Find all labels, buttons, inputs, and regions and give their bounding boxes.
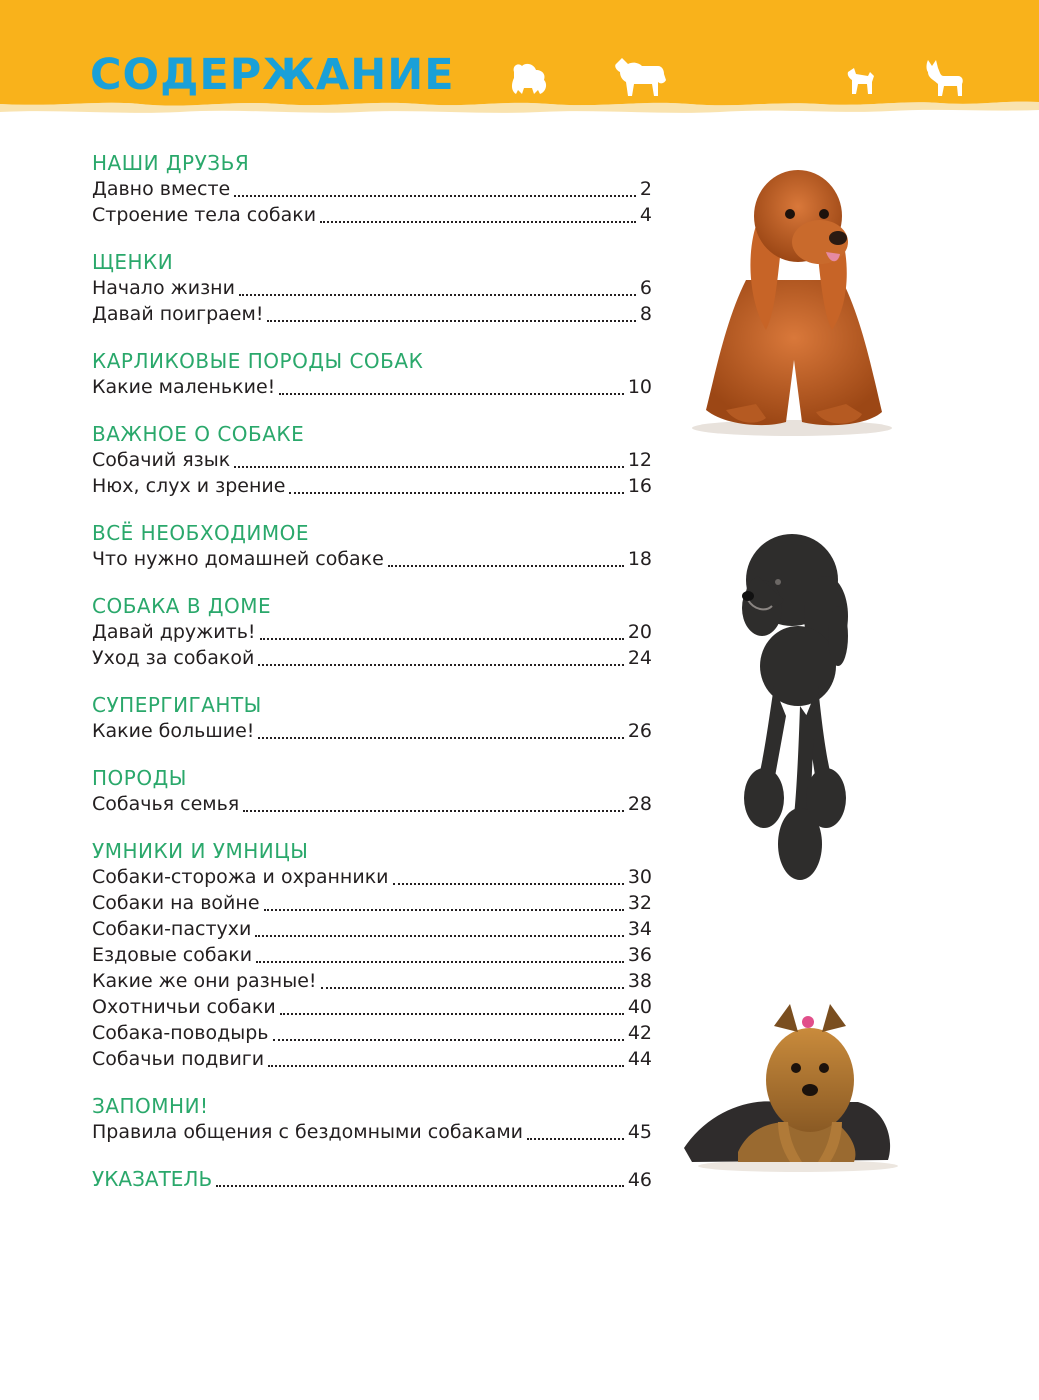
entry-label: Давай поиграем! xyxy=(92,303,264,325)
entry-label: Какие большие! xyxy=(92,720,255,742)
dot-leader xyxy=(258,737,623,739)
index-label: УКАЗАТЕЛЬ xyxy=(92,1167,213,1191)
entry-page-number: 34 xyxy=(627,918,652,940)
section-title: СОБАКА В ДОМЕ xyxy=(92,594,272,618)
section-title: ВАЖНОЕ О СОБАКЕ xyxy=(92,422,305,446)
section-title: ВСЁ НЕОБХОДИМОЕ xyxy=(92,521,309,545)
section-title: ЩЕНКИ xyxy=(92,250,174,274)
toc-entry[interactable] xyxy=(92,619,652,645)
toc-entry[interactable] xyxy=(92,1119,652,1145)
dot-leader xyxy=(320,221,636,223)
entry-label: Нюх, слух и зрение xyxy=(92,475,286,497)
toc-section xyxy=(92,249,652,327)
cocker-spaniel-image xyxy=(686,160,900,440)
dot-leader xyxy=(256,961,624,963)
dot-leader xyxy=(243,810,624,812)
entry-page-number: 12 xyxy=(627,449,652,471)
entry-page-number: 6 xyxy=(639,277,652,299)
section-title: СУПЕРГИГАНТЫ xyxy=(92,693,262,717)
entry-label: Начало жизни xyxy=(92,277,235,299)
dot-leader xyxy=(267,320,635,322)
toc-entry[interactable] xyxy=(92,275,652,301)
dot-leader xyxy=(258,664,624,666)
page-title: СОДЕРЖАНИЕ xyxy=(90,50,455,100)
entry-page-number: 4 xyxy=(639,204,652,226)
toc-section xyxy=(92,593,652,671)
toc-section xyxy=(92,692,652,744)
section-title: ЗАПОМНИ! xyxy=(92,1094,209,1118)
dot-leader xyxy=(268,1065,624,1067)
dot-leader xyxy=(216,1185,624,1187)
entry-page-number: 32 xyxy=(627,892,652,914)
entry-label: Уход за собакой xyxy=(92,647,255,669)
dot-leader xyxy=(255,935,623,937)
toc-entry[interactable] xyxy=(92,942,652,968)
toc-section xyxy=(92,520,652,572)
index-entry[interactable] xyxy=(92,1166,652,1192)
toc-section xyxy=(92,1093,652,1145)
toc-section xyxy=(92,348,652,400)
header-banner xyxy=(0,0,1039,130)
toc-entry[interactable] xyxy=(92,968,652,994)
entry-page-number: 28 xyxy=(627,793,652,815)
toc-entry[interactable] xyxy=(92,473,652,499)
entry-page-number: 30 xyxy=(627,866,652,888)
entry-label: Собачьи подвиги xyxy=(92,1048,265,1070)
entry-page-number: 40 xyxy=(627,996,652,1018)
section-title: УМНИКИ И УМНИЦЫ xyxy=(92,839,309,863)
toc-entry[interactable] xyxy=(92,994,652,1020)
toc-entry[interactable] xyxy=(92,890,652,916)
entry-label: Собаки-сторожа и охранники xyxy=(92,866,389,888)
dog-silhouette-icon xyxy=(846,66,876,96)
yorkshire-terrier-image xyxy=(678,1002,900,1174)
dot-leader xyxy=(280,1013,624,1015)
entry-label: Собака-поводырь xyxy=(92,1022,269,1044)
entry-label: Охотничьи собаки xyxy=(92,996,276,1018)
entry-page-number: 16 xyxy=(627,475,652,497)
entry-label: Собачий язык xyxy=(92,449,231,471)
toc-section-index xyxy=(92,1166,652,1192)
dot-leader xyxy=(264,909,624,911)
entry-page-number: 8 xyxy=(639,303,652,325)
entry-page-number: 20 xyxy=(627,621,652,643)
entry-page-number: 36 xyxy=(627,944,652,966)
toc-section xyxy=(92,150,652,228)
dot-leader xyxy=(393,883,624,885)
dot-leader xyxy=(388,565,624,567)
entry-page-number: 26 xyxy=(627,720,652,742)
dot-leader xyxy=(289,492,623,494)
entry-label: Давай дружить! xyxy=(92,621,256,643)
toc-entry[interactable] xyxy=(92,176,652,202)
dot-leader xyxy=(260,638,624,640)
toc-entry[interactable] xyxy=(92,916,652,942)
toc-section xyxy=(92,838,652,1072)
entry-page-number: 24 xyxy=(627,647,652,669)
entry-page-number: 10 xyxy=(627,376,652,398)
entry-label: Что нужно домашней собаке xyxy=(92,548,384,570)
index-page-number: 46 xyxy=(627,1169,652,1191)
dot-leader xyxy=(527,1138,624,1140)
entry-label: Собаки-пастухи xyxy=(92,918,252,940)
dog-silhouette-icon xyxy=(922,56,966,100)
toc-section xyxy=(92,421,652,499)
entry-label: Какие маленькие! xyxy=(92,376,276,398)
dot-leader xyxy=(279,393,624,395)
toc-entry[interactable] xyxy=(92,301,652,327)
entry-page-number: 38 xyxy=(627,970,652,992)
toc-entry[interactable] xyxy=(92,645,652,671)
dot-leader xyxy=(234,466,624,468)
entry-label: Собачья семья xyxy=(92,793,240,815)
entry-page-number: 42 xyxy=(627,1022,652,1044)
table-of-contents xyxy=(92,150,652,1213)
dog-silhouette-icon xyxy=(508,60,550,98)
toc-entry[interactable] xyxy=(92,1020,652,1046)
dot-leader xyxy=(234,195,636,197)
entry-label: Ездовые собаки xyxy=(92,944,253,966)
toc-entry[interactable] xyxy=(92,718,652,744)
entry-page-number: 44 xyxy=(627,1048,652,1070)
entry-page-number: 18 xyxy=(627,548,652,570)
dot-leader xyxy=(273,1039,624,1041)
dot-leader xyxy=(321,987,624,989)
entry-label: Собаки на войне xyxy=(92,892,260,914)
dog-silhouette-icon xyxy=(612,54,668,100)
entry-label: Строение тела собаки xyxy=(92,204,317,226)
poodle-image xyxy=(718,526,868,896)
entry-label: Давно вместе xyxy=(92,178,231,200)
entry-page-number: 45 xyxy=(627,1121,652,1143)
toc-entry[interactable] xyxy=(92,791,652,817)
toc-entry[interactable] xyxy=(92,202,652,228)
toc-section xyxy=(92,765,652,817)
section-title: НАШИ ДРУЗЬЯ xyxy=(92,151,250,175)
entry-page-number: 2 xyxy=(639,178,652,200)
entry-label: Правила общения с бездомными собаками xyxy=(92,1121,523,1143)
toc-entry[interactable] xyxy=(92,864,652,890)
section-title: КАРЛИКОВЫЕ ПОРОДЫ СОБАК xyxy=(92,349,424,373)
toc-entry[interactable] xyxy=(92,1046,652,1072)
entry-label: Какие же они разные! xyxy=(92,970,317,992)
dot-leader xyxy=(239,294,636,296)
section-title: ПОРОДЫ xyxy=(92,766,187,790)
toc-entry[interactable] xyxy=(92,546,652,572)
toc-entry[interactable] xyxy=(92,447,652,473)
toc-entry[interactable] xyxy=(92,374,652,400)
